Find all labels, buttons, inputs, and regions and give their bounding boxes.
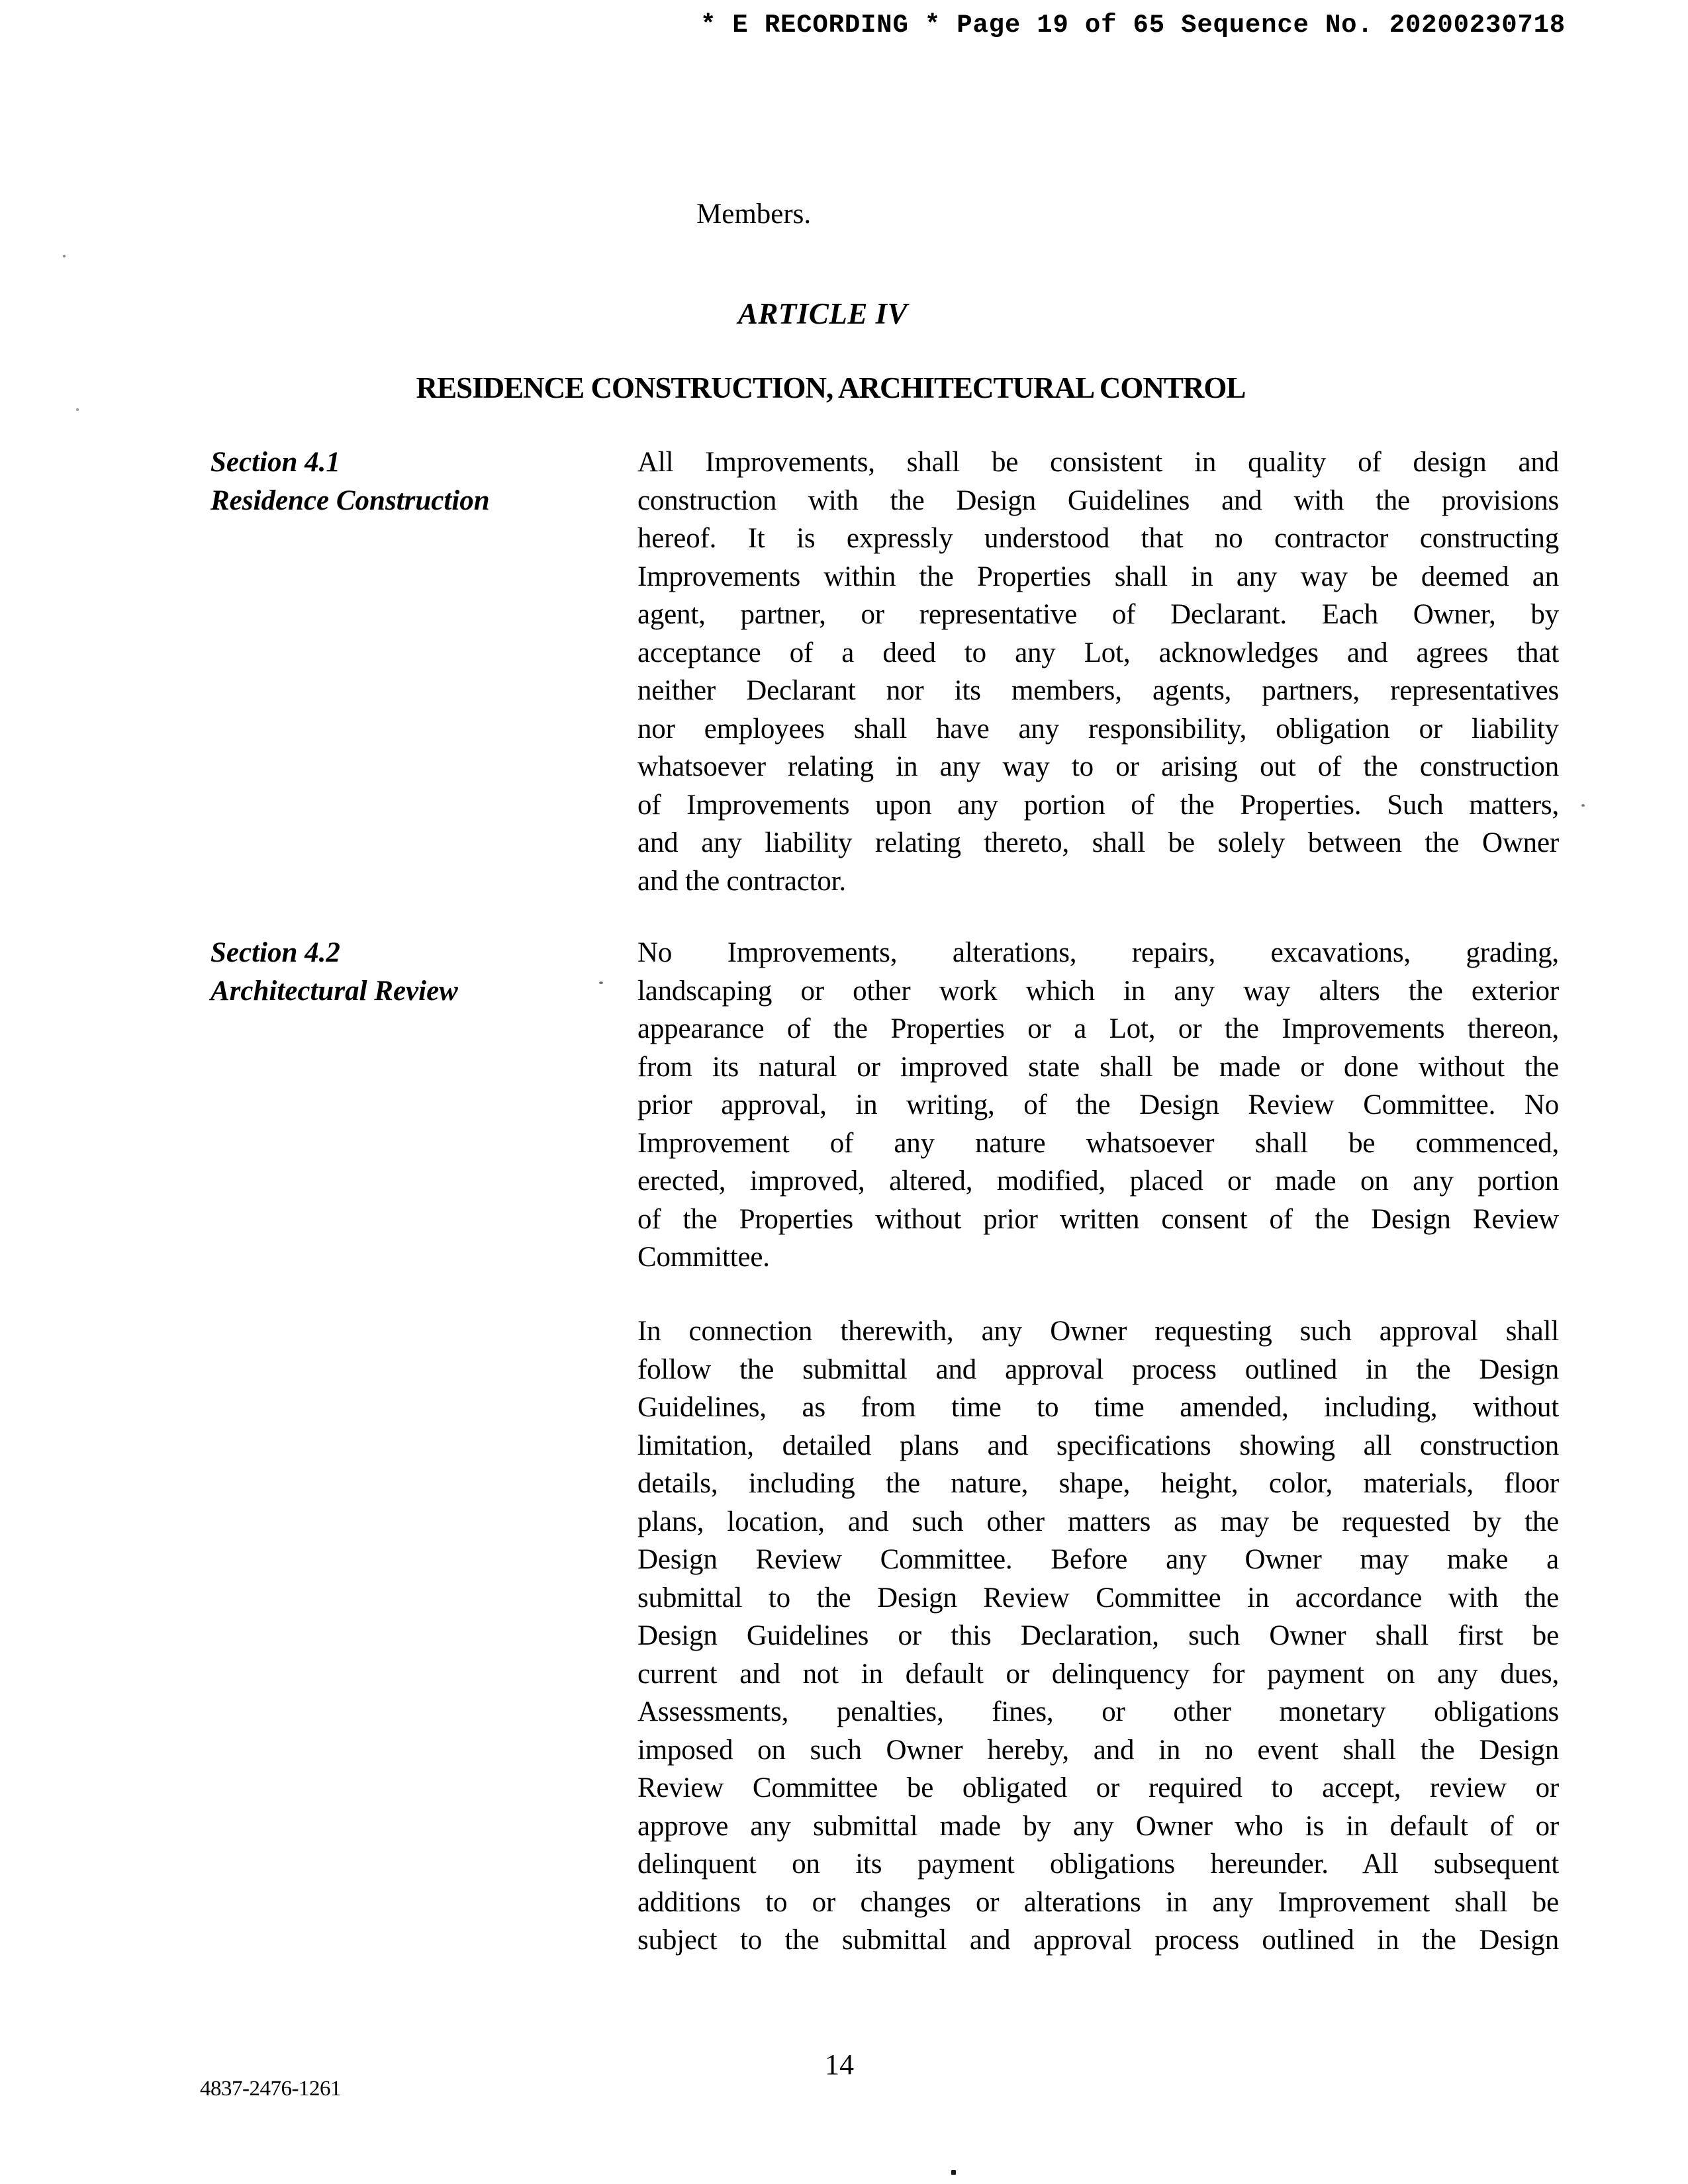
text-line: imposed on such Owner hereby, and in no event shall the Design bbox=[637, 1734, 1559, 1766]
section-4-1-label bbox=[211, 443, 634, 520]
text-line: whatsoever relating in any way to or arising out of the construction bbox=[637, 751, 1559, 782]
scan-artifact bbox=[599, 981, 603, 984]
text-line: and the contractor. bbox=[637, 865, 846, 897]
text-line: details, including the nature, shape, height, color, materials, floor bbox=[637, 1468, 1559, 1499]
recording-stamp-header: * E RECORDING * Page 19 of 65 Sequence No. 20200230718 bbox=[700, 11, 1566, 40]
text-line: nor employees shall have any responsibility, obligation or liability bbox=[637, 713, 1559, 745]
scan-artifact bbox=[76, 408, 79, 411]
text-line: prior approval, in writing, of the Design Review Committee. No bbox=[637, 1089, 1559, 1120]
text-line: appearance of the Properties or a Lot, or the Improvements thereon, bbox=[637, 1013, 1559, 1044]
text-line: subject to the submittal and approval process outlined in the Design bbox=[637, 1925, 1559, 1956]
text-line: submittal to the Design Review Committee in accordance with the bbox=[637, 1582, 1559, 1614]
text-line: additions to or changes or alterations in any Improvement shall be bbox=[637, 1886, 1559, 1918]
text-line: hereof. It is expressly understood that no contractor constructing bbox=[637, 523, 1559, 554]
scan-artifact bbox=[951, 2170, 956, 2175]
text-line: acceptance of a deed to any Lot, acknowledges and agrees that bbox=[637, 637, 1559, 668]
text-line: Design Guidelines or this Declaration, such Owner shall first be bbox=[637, 1620, 1559, 1651]
text-line: neither Declarant nor its members, agents, partners, representatives bbox=[637, 675, 1559, 706]
section-4-1-name: Residence Construction bbox=[211, 484, 490, 516]
section-4-2-body-paragraph-2 bbox=[637, 1312, 1559, 1960]
scan-artifact bbox=[1581, 804, 1585, 807]
text-line: erected, improved, altered, modified, placed or made on any portion bbox=[637, 1165, 1559, 1197]
text-line: Guidelines, as from time to time amended, including, without bbox=[637, 1392, 1559, 1423]
text-line: follow the submittal and approval process outlined in the Design bbox=[637, 1353, 1559, 1385]
text-line: landscaping or other work which in any way alters the exterior bbox=[637, 975, 1559, 1007]
text-line: Committee. bbox=[637, 1242, 770, 1273]
section-4-2-name: Architectural Review bbox=[211, 975, 458, 1007]
section-4-1-number: Section 4.1 bbox=[211, 447, 340, 478]
text-line: delinquent on its payment obligations hereunder. All subsequent bbox=[637, 1848, 1559, 1880]
section-4-2-number: Section 4.2 bbox=[211, 937, 340, 968]
text-line: Review Committee be obligated or required to accept, review or bbox=[637, 1772, 1559, 1803]
text-line: No Improvements, alterations, repairs, excavations, grading, bbox=[637, 937, 1559, 968]
page-number: 14 bbox=[825, 2048, 854, 2081]
text-line: plans, location, and such other matters as may be requested by the bbox=[637, 1506, 1559, 1537]
text-line: and any liability relating thereto, shall be solely between the Owner bbox=[637, 827, 1559, 858]
text-line: construction with the Design Guidelines and with the provisions bbox=[637, 484, 1559, 516]
text-line: of the Properties without prior written consent of the Design Review bbox=[637, 1203, 1559, 1235]
article-title: RESIDENCE CONSTRUCTION, ARCHITECTURAL CONTROL bbox=[416, 371, 1246, 404]
text-line: of Improvements upon any portion of the Properties. Such matters, bbox=[637, 789, 1559, 821]
text-line: limitation, detailed plans and specifications showing all construction bbox=[637, 1430, 1559, 1461]
text-line: All Improvements, shall be consistent in quality of design and bbox=[637, 447, 1559, 478]
document-control-number: 4837-2476-1261 bbox=[200, 2077, 341, 2101]
text-line: Improvement of any nature whatsoever shall be commenced, bbox=[637, 1127, 1559, 1159]
text-line: from its natural or improved state shall be made or done without the bbox=[637, 1051, 1559, 1083]
text-line: Improvements within the Properties shall in any way be deemed an bbox=[637, 561, 1559, 592]
section-4-2-body-paragraph-1 bbox=[637, 934, 1559, 1277]
article-heading: ARTICLE IV bbox=[737, 297, 908, 330]
text-line: In connection therewith, any Owner requesting such approval shall bbox=[637, 1316, 1559, 1347]
carryover-paragraph-text: Members. bbox=[696, 199, 812, 230]
text-line: agent, partner, or representative of Declarant. Each Owner, by bbox=[637, 599, 1559, 630]
text-line: current and not in default or delinquency for payment on any dues, bbox=[637, 1658, 1559, 1690]
scan-artifact bbox=[63, 255, 66, 257]
text-line: approve any submittal made by any Owner who is in default of or bbox=[637, 1810, 1559, 1842]
section-4-1-body bbox=[637, 443, 1559, 900]
text-line: Assessments, penalties, fines, or other monetary obligations bbox=[637, 1696, 1559, 1727]
section-4-2-label bbox=[211, 934, 634, 1010]
text-line: Design Review Committee. Before any Owner may make a bbox=[637, 1544, 1559, 1575]
